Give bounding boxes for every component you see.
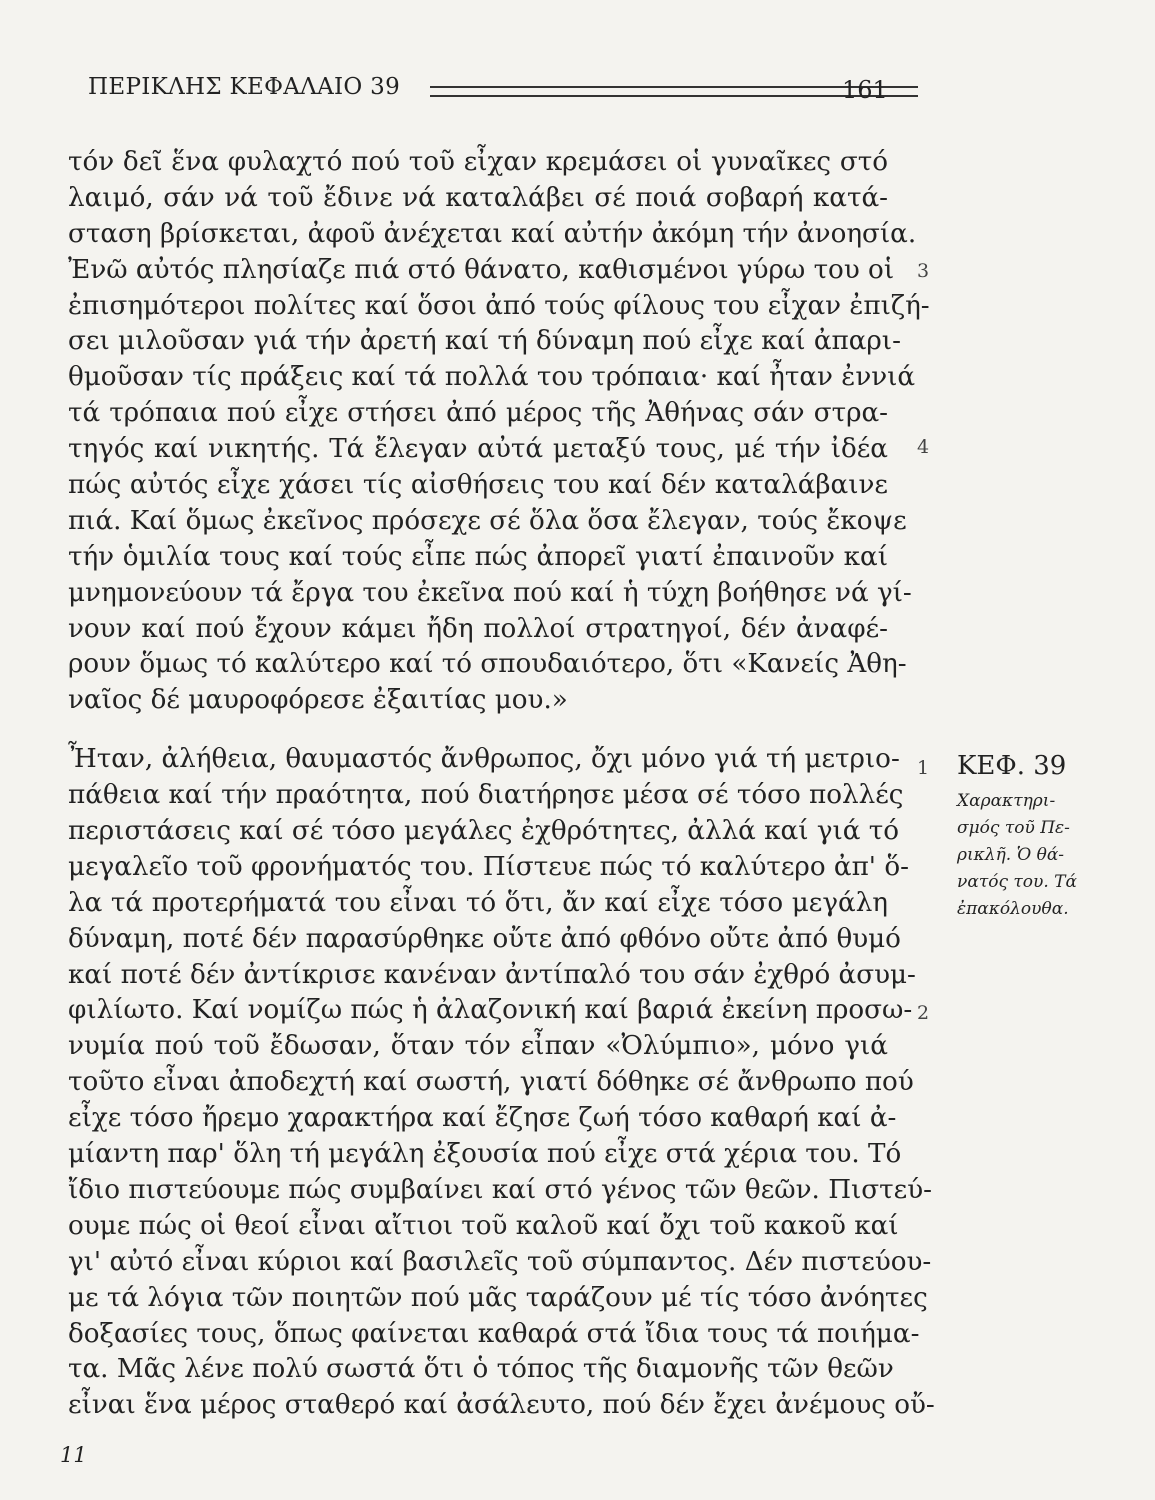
text-line: μνημονεύουν τά ἔργα του ἐκεῖνα πού καί ἡ τύχη βοήθησε νά γί- — [68, 577, 912, 608]
text-line: πάθεια καί τήν πραότητα, πού διατήρησε μέσα σέ τόσο πολλές — [68, 780, 904, 811]
text-line: Ἐνῶ αὐτός πλησίαζε πιά στό θάνατο, καθισμένοι γύρω του οἱ — [68, 254, 895, 285]
text-line: τοῦτο εἶναι ἀποδεχτή καί σωστή, γιατί δόθηκε σέ ἄνθρωπο πού — [68, 1067, 914, 1098]
page-number: 161 — [842, 76, 888, 104]
text-line: καί ποτέ δέν ἀντίκρισε κανέναν ἀντίπαλό του σάν ἐχθρό ἀσυμ- — [68, 959, 916, 990]
text-line: πιά. Καί ὅμως ἐκεῖνος πρόσεχε σέ ὅλα ὅσα ἔλεγαν, τούς ἔκοψε — [68, 505, 907, 536]
sidenote-line: Χαρακτηρι- — [957, 791, 1056, 811]
text-line: δοξασίες τους, ὅπως φαίνεται καθαρά στά ἴδια τους τά ποιήμα- — [68, 1318, 920, 1349]
text-line: μίαντη παρ' ὅλη τή μεγάλη ἐξουσία πού εἶχε στά χέρια του. Τό — [68, 1139, 902, 1170]
text-line: ἐπισημότεροι πολίτες καί ὅσοι ἀπό τούς φίλους του εἶχαν ἐπιζή- — [68, 290, 930, 321]
sidenote-line: ἐπακόλουθα. — [957, 899, 1069, 919]
signature-folio: 11 — [60, 1443, 87, 1467]
text-line: λα τά προτερήματά του εἶναι τό ὅτι, ἄν καί εἶχε τόσο μεγάλη — [68, 887, 888, 918]
text-line: ναῖος δέ μαυροφόρεσε ἐξαιτίας μου.» — [68, 685, 568, 716]
text-line: εἶχε τόσο ἤρεμο χαρακτήρα καί ἔζησε ζωή τόσο καθαρή καί ἀ- — [68, 1103, 897, 1134]
text-line: σταση βρίσκεται, ἀφοῦ ἀνέχεται καί αὐτήν ἀκόμη τήν ἀνοησία. — [68, 218, 917, 249]
sidenote-heading: ΚΕΦ. 39 — [957, 751, 1067, 781]
text-line: ουμε πώς οἱ θεοί εἶναι αἴτιοι τοῦ καλοῦ καί ὄχι τοῦ κακοῦ καί — [68, 1210, 899, 1241]
text-line: με τά λόγια τῶν ποιητῶν πού μᾶς ταράζουν μέ τίς τόσο ἀνόητες — [68, 1282, 928, 1313]
text-line: λαιμό, σάν νά τοῦ ἔδινε νά καταλάβει σέ ποιά σοβαρή κατά- — [68, 182, 888, 213]
text-line: ρουν ὅμως τό καλύτερο καί τό σπουδαιότερο, ὅτι «Κανείς Ἀθη- — [68, 649, 907, 680]
text-line: πώς αὐτός εἶχε χάσει τίς αἰσθήσεις του καί δέν καταλάβαινε — [68, 470, 888, 501]
paragraph-1 — [68, 145, 930, 719]
chapter-title: ΠΕΡΙΚΛΗΣ ΚΕΦΑΛΑΙΟ 39 — [88, 74, 401, 100]
text-line: νυμία πού τοῦ ἔδωσαν, ὅταν τόν εἶπαν «Ὀλύμπιο», μόνο γιά — [68, 1031, 888, 1062]
main-text — [68, 145, 935, 1424]
paragraph-2 — [68, 742, 935, 1424]
text-line: φιλίωτο. Καί νομίζω πώς ἡ ἀλαζονική καί βαριά ἐκείνη προσω- — [68, 995, 913, 1026]
text-line: τόν δεῖ ἕνα φυλαχτό πού τοῦ εἶχαν κρεμάσει οἱ γυναῖκες στό — [68, 147, 888, 177]
margin-section-number: 3 — [917, 260, 930, 282]
sidenote-line: σμός τοῦ Πε- — [957, 818, 1070, 838]
running-header — [88, 74, 888, 110]
text-line: ἴδιο πιστεύουμε πώς συμβαίνει καί στό γένος τῶν θεῶν. Πιστεύ- — [68, 1174, 932, 1205]
sidenote-line: ρικλῆ. Ὁ θά- — [957, 845, 1065, 865]
margin-section-number: 1 — [917, 757, 930, 779]
text-line: εἶναι ἕνα μέρος σταθερό καί ἀσάλευτο, πού δέν ἔχει ἀνέμους οὔ- — [68, 1390, 935, 1421]
text-line: μεγαλεῖο τοῦ φρονήματός του. Πίστευε πώς τό καλύτερο ἀπ' ὅ- — [68, 851, 909, 882]
text-line: περιστάσεις καί σέ τόσο μεγάλες ἐχθρότητες, ἀλλά καί γιά τό — [68, 816, 900, 847]
text-line: τήν ὁμιλία τους καί τούς εἶπε πώς ἀπορεῖ γιατί ἐπαινοῦν καί — [68, 541, 888, 572]
text-line: Ἦταν, ἀλήθεια, θαυμαστός ἄνθρωπος, ὄχι μόνο γιά τή μετριο- — [68, 744, 900, 775]
text-line: δύναμη, ποτέ δέν παρασύρθηκε οὔτε ἀπό φθόνο οὔτε ἀπό θυμό — [68, 923, 901, 954]
text-line: τα. Μᾶς λένε πολύ σωστά ὅτι ὁ τόπος τῆς διαμονῆς τῶν θεῶν — [68, 1354, 894, 1385]
text-line: σει μιλοῦσαν γιά τήν ἀρετή καί τή δύναμη πού εἶχε καί ἀπαρι- — [68, 326, 901, 357]
text-line: γι' αὐτό εἶναι κύριοι καί βασιλεῖς τοῦ σύμπαντος. Δέν πιστεύου- — [68, 1246, 932, 1277]
margin-section-number: 2 — [917, 1002, 930, 1024]
text-line: τηγός καί νικητής. Τά ἔλεγαν αὐτά μεταξύ τους, μέ τήν ἰδέα — [68, 434, 888, 465]
text-line: τά τρόπαια πού εἶχε στήσει ἀπό μέρος τῆς Ἀθήνας σάν στρα- — [68, 398, 888, 429]
chapter-sidenote — [957, 750, 1097, 923]
sidenote-body — [957, 788, 1097, 923]
margin-section-number: 4 — [917, 436, 930, 458]
sidenote-line: νατός του. Τά — [957, 872, 1077, 892]
text-line: θμοῦσαν τίς πράξεις καί τά πολλά του τρόπαια· καί ἦταν ἐννιά — [68, 362, 916, 393]
text-line: νουν καί πού ἔχουν κάμει ἤδη πολλοί στρατηγοί, δέν ἀναφέ- — [68, 613, 888, 644]
